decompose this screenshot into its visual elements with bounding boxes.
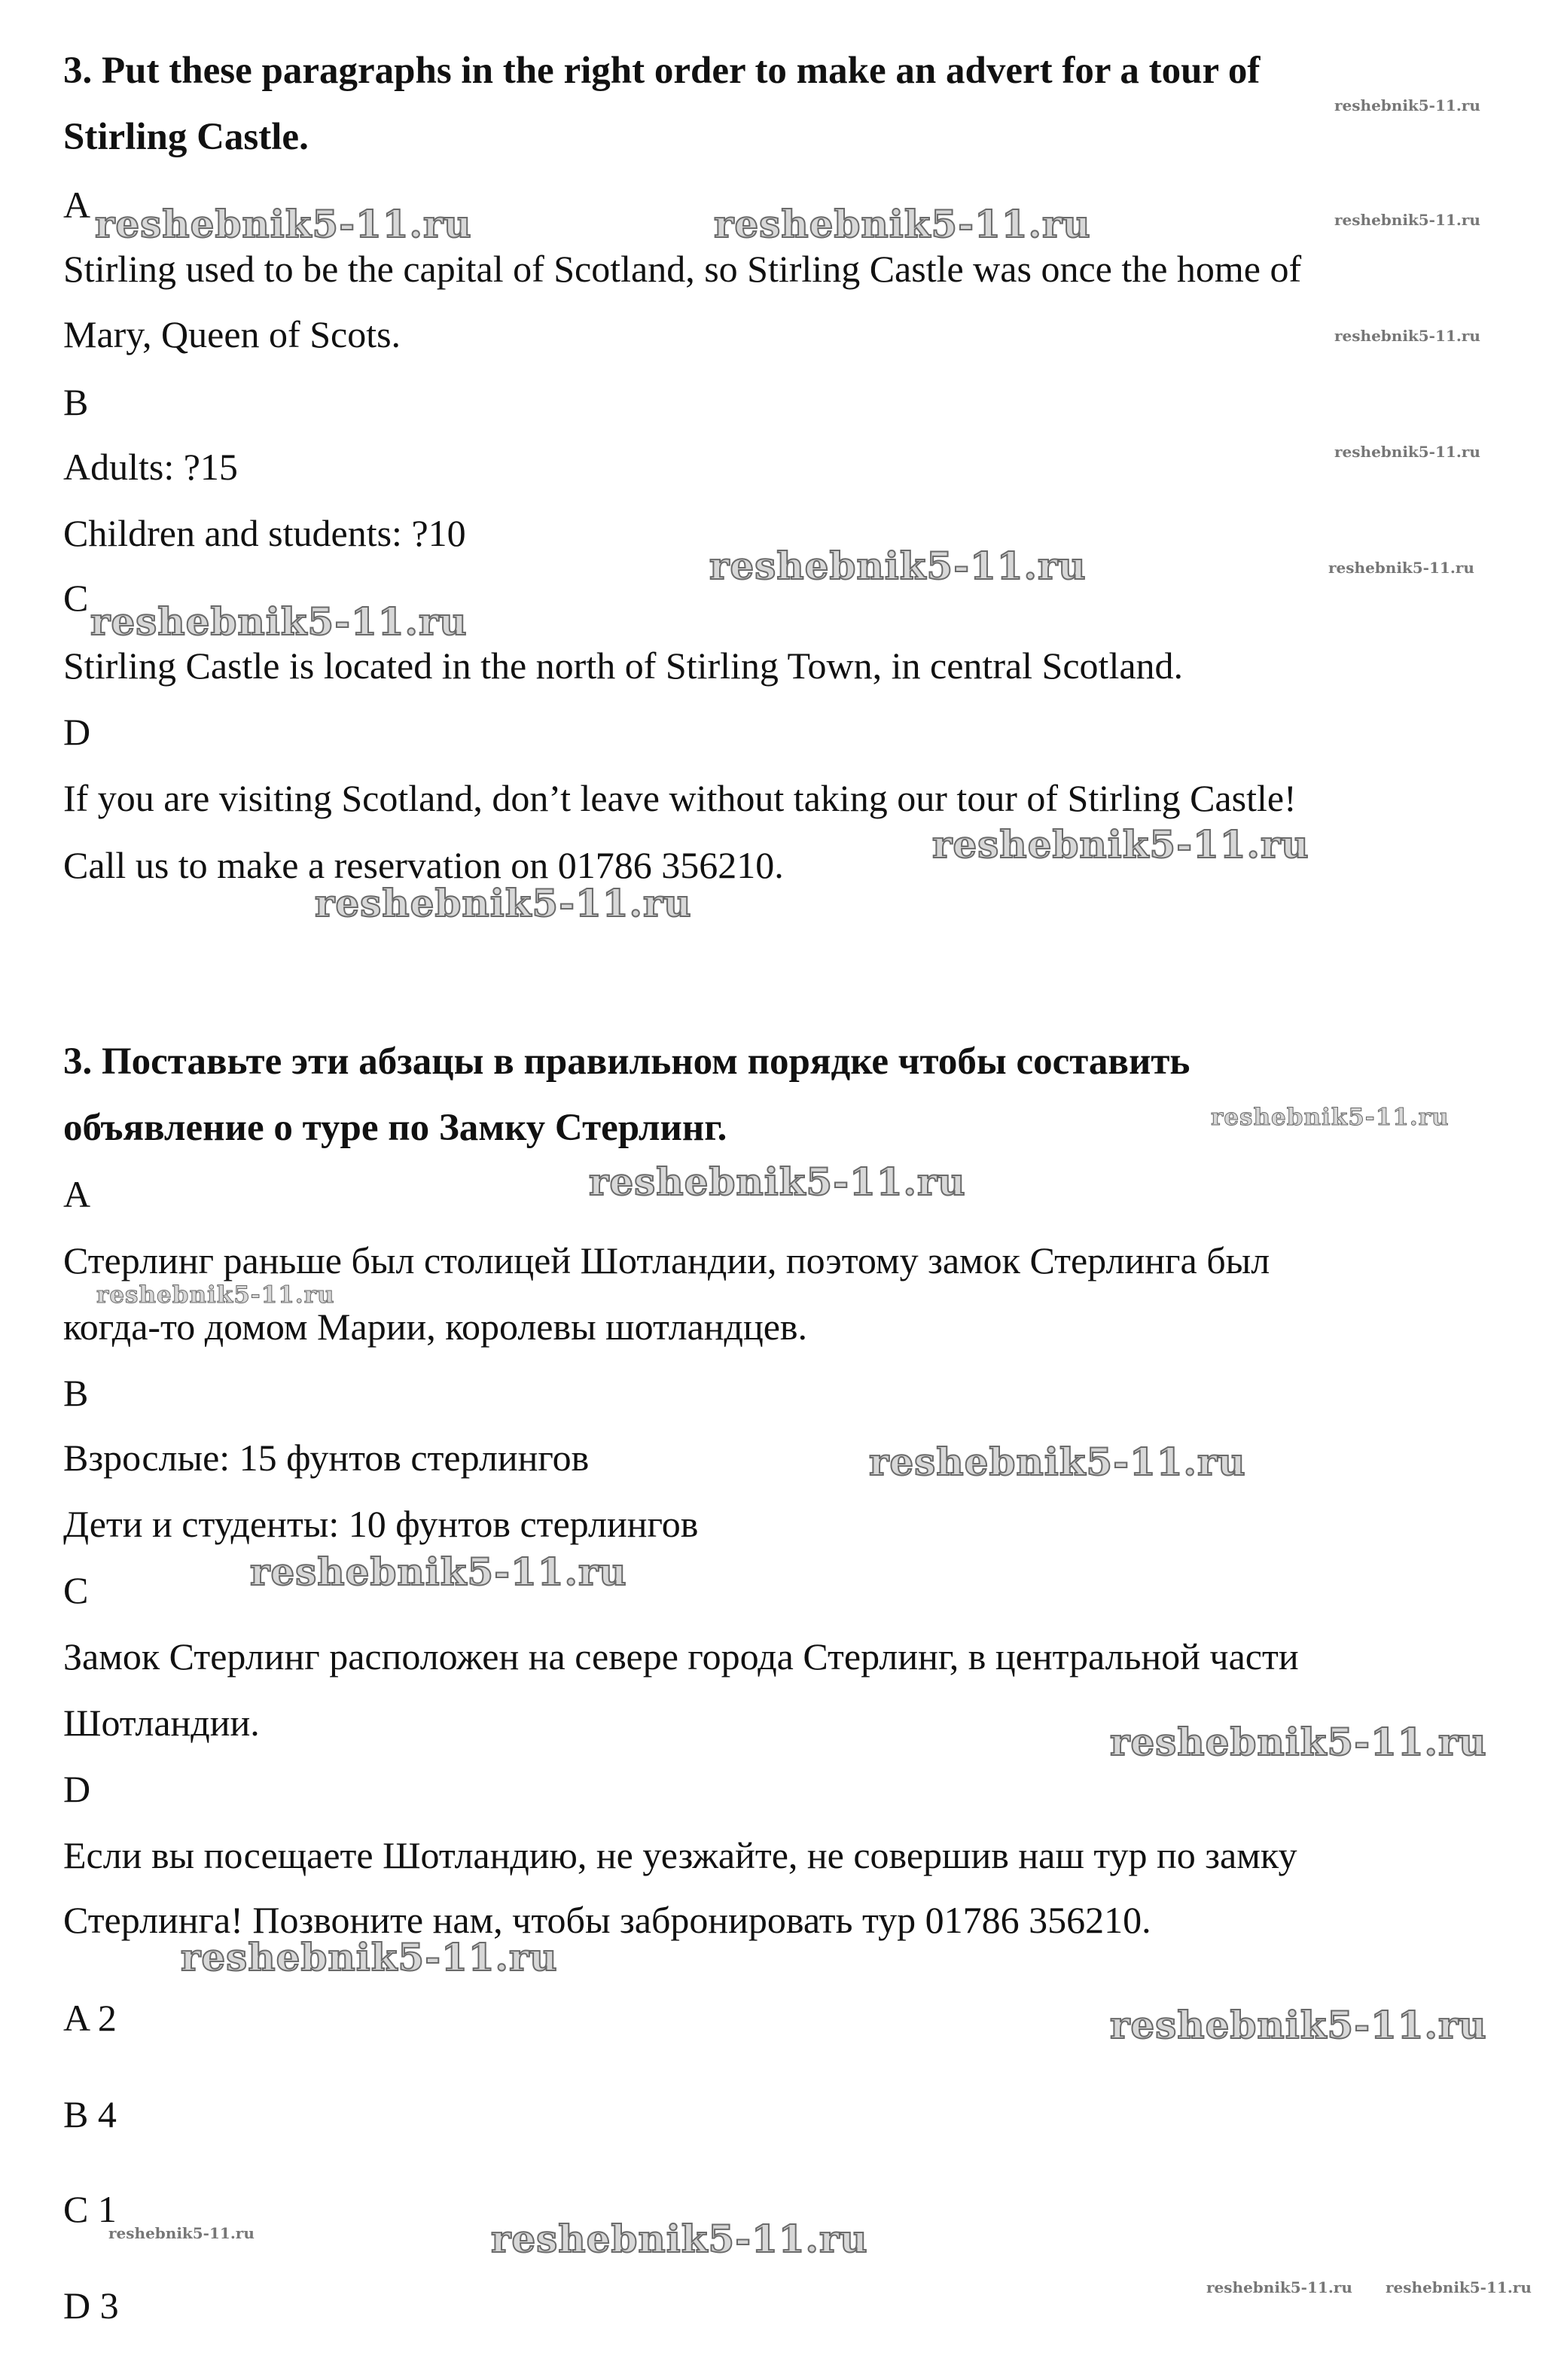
- watermark: reshebnik5-11.ru: [491, 2217, 868, 2261]
- para-b-ru-line2: Дети и студенты: 10 фунтов стерлингов: [63, 1503, 699, 1545]
- watermark: reshebnik5-11.ru: [96, 1281, 335, 1309]
- label-a-ru: A: [63, 1173, 91, 1215]
- answer-d: D 3: [63, 2284, 119, 2327]
- watermark: reshebnik5-11.ru: [90, 599, 468, 644]
- label-c-en: C: [63, 577, 89, 619]
- watermark: reshebnik5-11.ru: [1334, 327, 1480, 345]
- watermark: reshebnik5-11.ru: [95, 202, 472, 246]
- heading-en-line1: 3. Put these paragraphs in the right order to make an advert for a tour of: [63, 50, 1261, 92]
- watermark: reshebnik5-11.ru: [1110, 2003, 1487, 2047]
- para-b-ru-line1: Взрослые: 15 фунтов стерлингов: [63, 1437, 590, 1479]
- watermark: reshebnik5-11.ru: [315, 881, 692, 925]
- answer-a: A 2: [63, 1997, 117, 2039]
- watermark: reshebnik5-11.ru: [869, 1440, 1246, 1484]
- answer-c: C 1: [63, 2188, 117, 2230]
- para-a-en-line2: Mary, Queen of Scots.: [63, 313, 401, 355]
- watermark: reshebnik5-11.ru: [1211, 1104, 1450, 1131]
- para-a-en-line1: Stirling used to be the capital of Scotland, so Stirling Castle was once the home of: [63, 248, 1302, 290]
- para-d-en-line1: If you are visiting Scotland, don’t leave without taking our tour of Stirling Castle!: [63, 777, 1297, 819]
- para-c-en-line1: Stirling Castle is located in the north of Stirling Town, in central Scotland.: [63, 645, 1184, 687]
- para-a-ru-line2: когда-то домом Марии, королевы шотландцев.: [63, 1306, 808, 1348]
- watermark: reshebnik5-11.ru: [589, 1160, 966, 1204]
- heading-ru-line2: объявление о туре по Замку Стерлинг.: [63, 1107, 727, 1149]
- watermark: reshebnik5-11.ru: [1110, 1720, 1487, 1764]
- heading-ru-line1: 3. Поставьте эти абзацы в правильном порядке чтобы составить: [63, 1041, 1191, 1083]
- label-a-en: A: [63, 184, 91, 226]
- watermark: reshebnik5-11.ru: [1328, 559, 1474, 577]
- label-c-ru: C: [63, 1569, 89, 1611]
- watermark: reshebnik5-11.ru: [1334, 443, 1480, 461]
- heading-en-line2: Stirling Castle.: [63, 116, 309, 158]
- para-a-ru-line1: Стерлинг раньше был столицей Шотландии, поэтому замок Стерлинга был: [63, 1239, 1270, 1281]
- watermark: reshebnik5-11.ru: [714, 202, 1091, 246]
- para-b-en-line2: Children and students: ?10: [63, 512, 466, 554]
- para-c-ru-line2: Шотландии.: [63, 1702, 260, 1744]
- watermark: reshebnik5-11.ru: [709, 544, 1087, 588]
- para-d-en-line2: Call us to make a reservation on 01786 356210.: [63, 844, 784, 886]
- label-d-ru: D: [63, 1768, 91, 1810]
- label-d-en: D: [63, 711, 91, 753]
- watermark: reshebnik5-11.ru: [181, 1935, 558, 1979]
- answer-b: B 4: [63, 2093, 117, 2135]
- watermark: reshebnik5-11.ru: [250, 1550, 627, 1594]
- para-c-ru-line1: Замок Стерлинг расположен на севере города Стерлинг, в центральной части: [63, 1635, 1299, 1678]
- para-b-en-line1: Adults: ?15: [63, 446, 238, 488]
- watermark: reshebnik5-11.ru: [932, 822, 1309, 867]
- para-d-ru-line1: Если вы посещаете Шотландию, не уезжайте, не совершив наш тур по замку: [63, 1834, 1297, 1876]
- label-b-ru: B: [63, 1372, 89, 1414]
- watermark: reshebnik5-11.ru: [1386, 2278, 1532, 2296]
- watermark: reshebnik5-11.ru: [1334, 211, 1480, 229]
- watermark: reshebnik5-11.ru: [1206, 2278, 1352, 2296]
- watermark: reshebnik5-11.ru: [1334, 96, 1480, 114]
- para-d-ru-line2: Стерлинга! Позвоните нам, чтобы забронировать тур 01786 356210.: [63, 1899, 1151, 1941]
- label-b-en: B: [63, 381, 89, 423]
- watermark: reshebnik5-11.ru: [108, 2224, 255, 2242]
